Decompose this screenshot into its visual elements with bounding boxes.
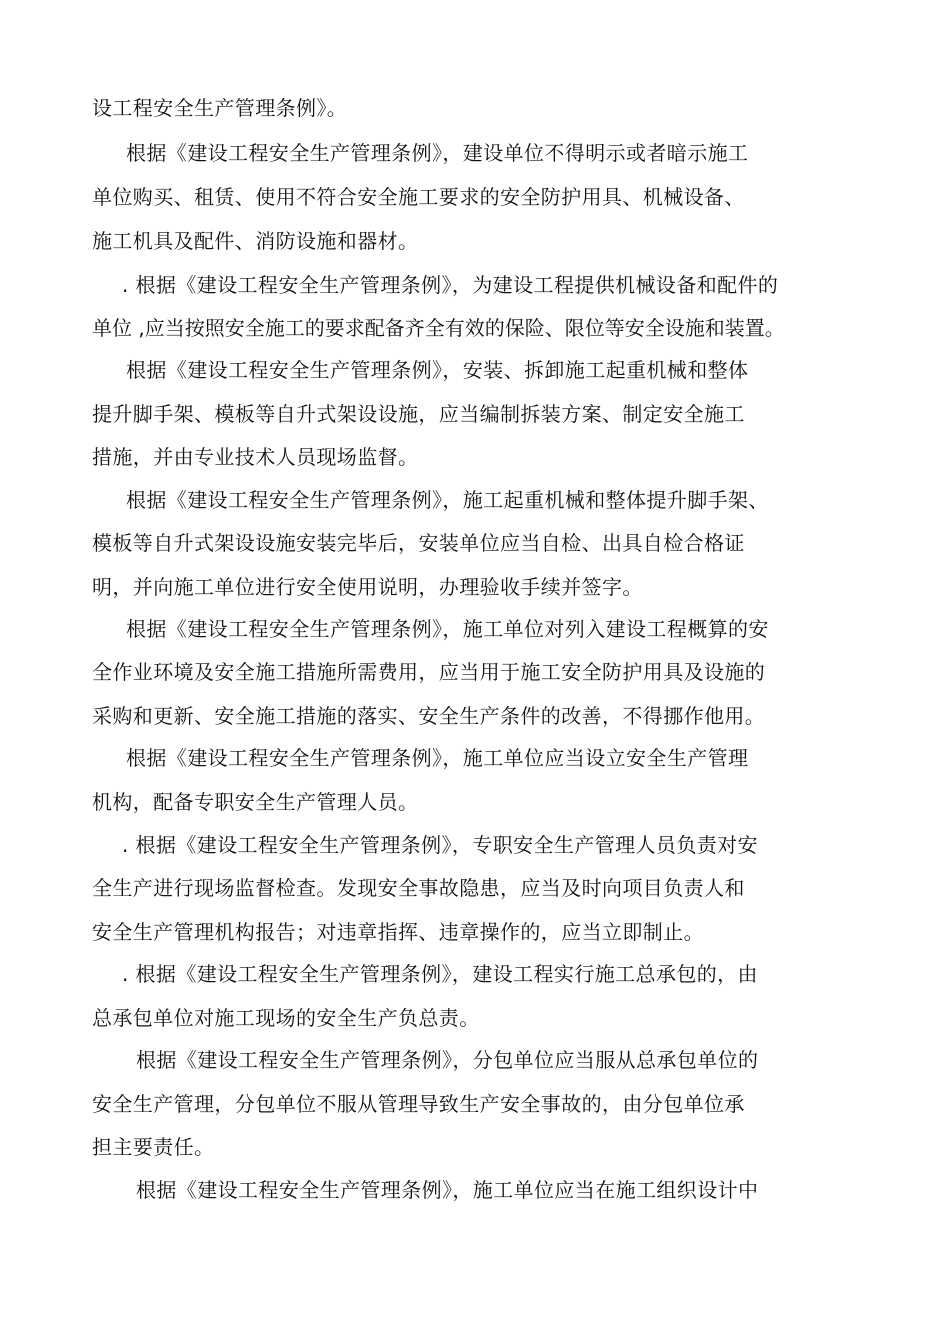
text-line: 担主要责任。 bbox=[92, 1135, 215, 1159]
text-line: . 根据《建设工程安全生产管理条例》，专职安全生产管理人员负责对安 bbox=[122, 833, 758, 857]
text-line: 根据《建设工程安全生产管理条例》，施工起重机械和整体提升脚手架、 bbox=[126, 488, 769, 512]
text-line: 根据《建设工程安全生产管理条例》，施工单位应当设立安全生产管理 bbox=[126, 746, 749, 770]
text-line: 全生产进行现场监督检查。发现安全事故隐患，应当及时向项目负责人和 bbox=[92, 876, 745, 900]
text-line: 全作业环境及安全施工措施所需费用，应当用于施工安全防护用具及设施的 bbox=[92, 660, 766, 684]
text-line: 根据《建设工程安全生产管理条例》，施工单位应当在施工组织设计中 bbox=[136, 1178, 759, 1202]
text-line: 设工程安全生产管理条例》。 bbox=[92, 96, 348, 120]
text-line: 总承包单位对施工现场的安全生产负总责。 bbox=[92, 1006, 480, 1030]
text-line: 单位购买、租赁、使用不符合安全施工要求的安全防护用具、机械设备、 bbox=[92, 185, 745, 209]
text-line: 根据《建设工程安全生产管理条例》，施工单位对列入建设工程概算的安 bbox=[126, 617, 769, 641]
text-line: 模板等自升式架设设施安装完毕后，安装单位应当自检、出具自检合格证 bbox=[92, 531, 745, 555]
text-line: 根据《建设工程安全生产管理条例》，分包单位应当服从总承包单位的 bbox=[136, 1048, 759, 1072]
text-line: 单位 ,应当按照安全施工的要求配备齐全有效的保险、限位等安全设施和装置。 bbox=[92, 316, 785, 340]
text-line: 明，并向施工单位进行安全使用说明，办理验收手续并签字。 bbox=[92, 575, 643, 599]
text-line: . 根据《建设工程安全生产管理条例》，为建设工程提供机械设备和配件的 bbox=[122, 273, 779, 297]
text-line: 采购和更新、安全施工措施的落实、安全生产条件的改善，不得挪作他用。 bbox=[92, 704, 766, 728]
text-line: 施工机具及配件、消防设施和器材。 bbox=[92, 229, 419, 253]
text-line: 安全生产管理，分包单位不服从管理导致生产安全事故的，由分包单位承 bbox=[92, 1092, 745, 1116]
text-line: 提升脚手架、模板等自升式架设设施，应当编制拆装方案、制定安全施工 bbox=[92, 402, 745, 426]
text-line: . 根据《建设工程安全生产管理条例》，建设工程实行施工总承包的，由 bbox=[122, 962, 758, 986]
text-line: 根据《建设工程安全生产管理条例》，安装、拆卸施工起重机械和整体 bbox=[126, 358, 749, 382]
text-line: 根据《建设工程安全生产管理条例》，建设单位不得明示或者暗示施工 bbox=[126, 141, 749, 165]
text-line: 机构，配备专职安全生产管理人员。 bbox=[92, 790, 419, 814]
text-line: 措施，并由专业技术人员现场监督。 bbox=[92, 445, 419, 469]
text-line: 安全生产管理机构报告；对违章指挥、违章操作的，应当立即制止。 bbox=[92, 920, 704, 944]
